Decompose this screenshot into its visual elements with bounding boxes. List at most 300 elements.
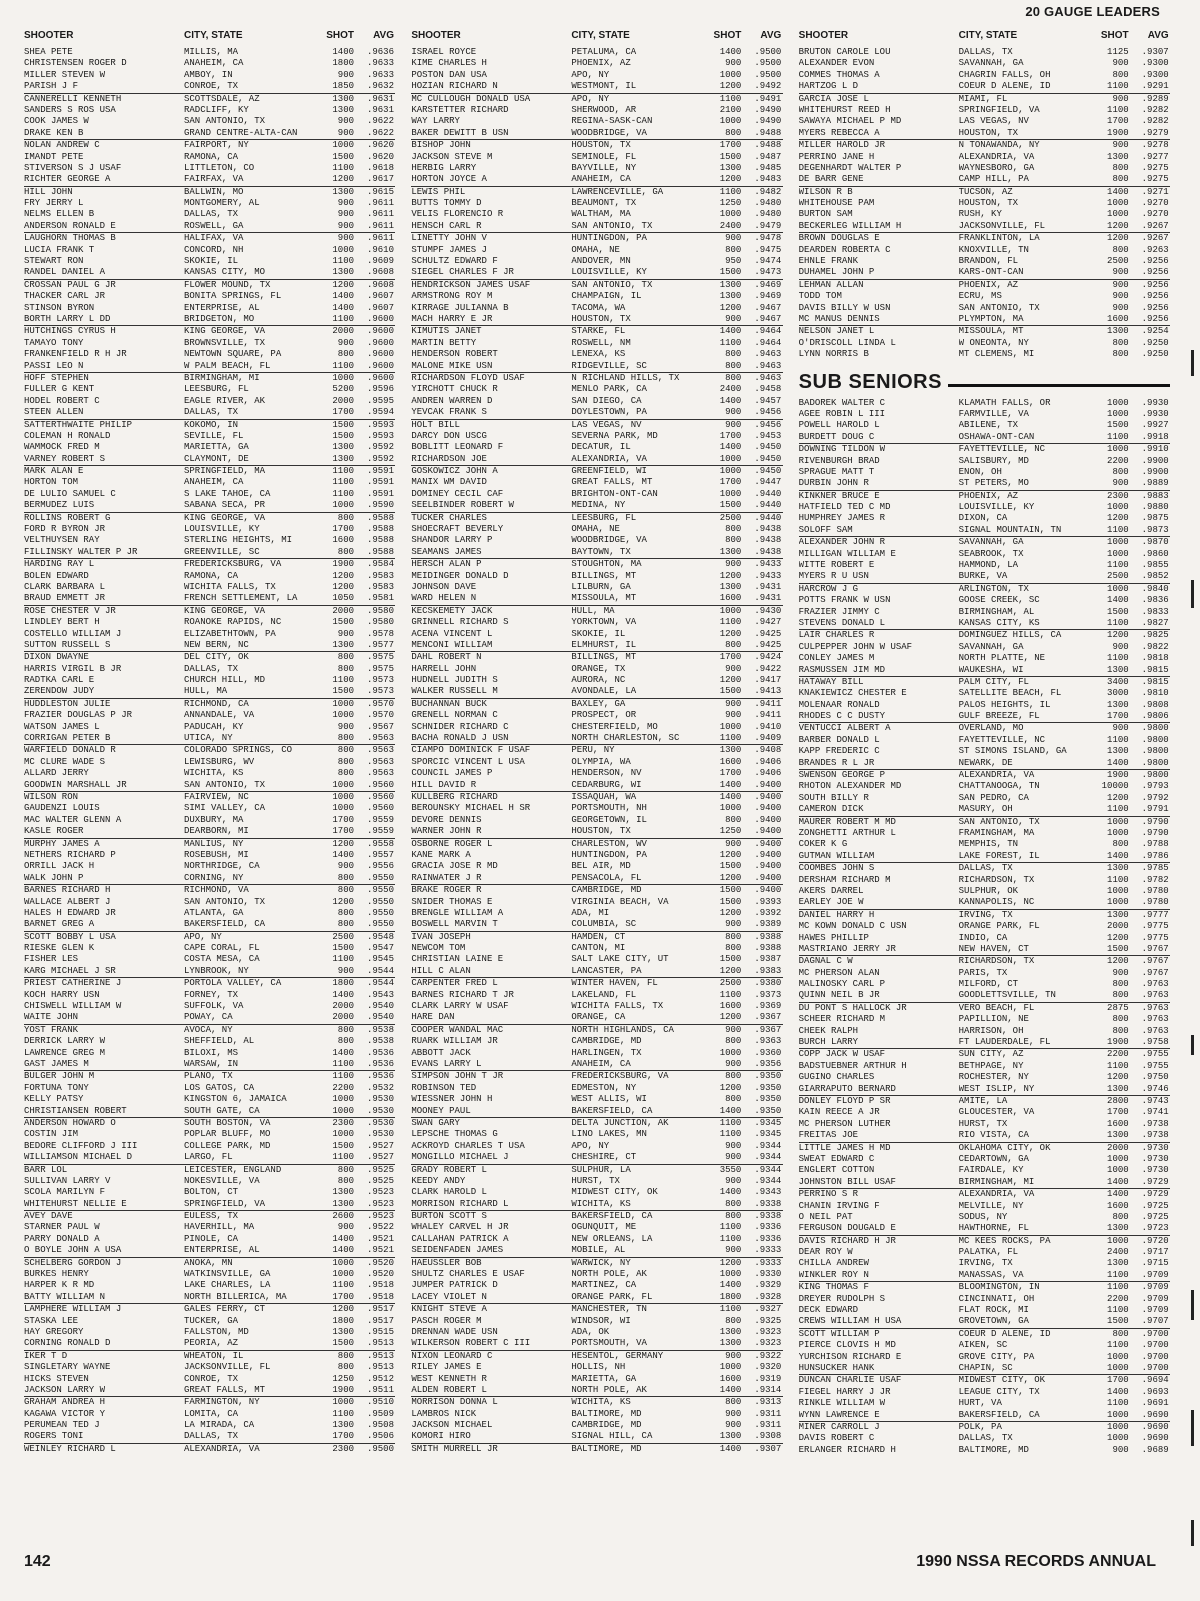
shooter-name: IMANDT PETE: [24, 151, 84, 162]
city-state: DUXBURY, MA: [184, 814, 244, 825]
table-row: [411, 1199, 782, 1210]
shot-count: 1000: [719, 605, 742, 616]
city-state: AURORA, NC: [571, 675, 626, 686]
city-state: ABILENE, TX: [958, 420, 1019, 431]
city-state: NORTH BILLERICA, MA: [184, 1291, 287, 1302]
shooter-name: RUARK WILLIAM JR: [411, 1036, 498, 1047]
shot-count: 1200: [719, 675, 742, 686]
city-state: NEWARK, DE: [958, 757, 1013, 768]
average: .9523: [366, 1211, 394, 1222]
table-row: [411, 535, 782, 546]
average: .9333: [754, 1257, 782, 1268]
average: .9563: [366, 733, 394, 744]
city-state: RICHMOND, VA: [184, 885, 249, 896]
shooter-name: MAURER ROBERT M MD: [798, 816, 896, 827]
table-row: [411, 1245, 782, 1256]
average: .9700: [1141, 1351, 1169, 1362]
table-row: [24, 70, 395, 81]
city-state: WEST ALLIS, WI: [571, 1094, 647, 1105]
shot-count: 1400: [719, 1105, 742, 1116]
average: .9513: [366, 1362, 394, 1373]
shooter-name: CHANIN IRVING F: [798, 1200, 880, 1211]
table-row: [411, 897, 782, 908]
city-state: KOKOMO, IN: [184, 419, 239, 430]
shooter-name: DAGNAL C W: [798, 956, 853, 967]
shot-count: 2500: [719, 512, 742, 523]
table-row: [24, 174, 395, 185]
table-row: [24, 873, 395, 884]
shooter-name: CHISWELL WILLIAM W: [24, 1001, 122, 1012]
table-row: [411, 232, 782, 244]
average: .9393: [754, 896, 782, 907]
table-row: [24, 1257, 395, 1269]
table-row: [411, 861, 782, 872]
page-number: 142: [24, 1553, 51, 1570]
table-row: [799, 1387, 1170, 1398]
shooter-name: MARK ALAN E: [24, 466, 84, 477]
average: .9900: [1141, 466, 1169, 477]
shooter-name: CONLEY JAMES M: [798, 653, 875, 664]
average: .9611: [366, 198, 394, 209]
shooter-name: CORRIGAN PETER B: [24, 733, 111, 744]
city-state: ROSWELL, NM: [571, 337, 631, 348]
average: .9323: [754, 1338, 782, 1349]
city-state: DELTA JUNCTION, AK: [571, 1117, 669, 1128]
table-row: [799, 781, 1170, 792]
table-row: [24, 1222, 395, 1233]
average: .9250: [1141, 349, 1169, 360]
shot-count: 1200: [332, 581, 354, 592]
shooter-name: O NEIL PAT: [798, 1211, 853, 1222]
table-row: [411, 815, 782, 826]
city-state: PADUCAH, KY: [184, 721, 244, 732]
table-row: [24, 990, 395, 1001]
average: .9506: [366, 1431, 394, 1442]
city-state: DEL CITY, OK: [184, 652, 249, 663]
average: .9815: [1141, 676, 1169, 687]
shot-count: 900: [337, 220, 354, 231]
shooter-name: DANIEL HARRY H: [798, 909, 875, 920]
city-state: ANOKA, MN: [184, 1257, 233, 1268]
table-row: [799, 549, 1170, 560]
table-row: [799, 58, 1170, 69]
average: .9433: [754, 559, 782, 570]
shooter-name: HORTON TOM: [24, 477, 79, 488]
average: .9488: [754, 140, 782, 151]
average: .9607: [366, 302, 394, 313]
shooter-name: KASLE ROGER: [24, 826, 84, 837]
average: .9277: [1141, 151, 1169, 162]
shot-count: 800: [725, 1397, 742, 1408]
average: .9356: [754, 1058, 782, 1069]
city-state: HARLINGEN, TX: [571, 1047, 642, 1058]
average: .9291: [1141, 81, 1169, 92]
shot-count: 2000: [332, 1012, 354, 1023]
table-row: [24, 582, 395, 593]
shot-count: 1100: [1107, 1269, 1129, 1280]
table-row: [24, 1152, 395, 1163]
city-state: IRVING, TX: [958, 909, 1013, 920]
average: .9780: [1141, 897, 1169, 908]
shooter-name: MILLIGAN WILLIAM E: [798, 548, 896, 559]
shot-count: 1200: [1107, 233, 1129, 244]
city-state: AVOCA, NY: [184, 1024, 233, 1035]
shooter-name: WATSON JAMES L: [24, 721, 100, 732]
city-state: OGUNQUIT, ME: [571, 1222, 637, 1233]
city-state: PORTSMOUTH, VA: [571, 1338, 647, 1349]
table-row: [411, 1141, 782, 1152]
shot-count: 1200: [1107, 792, 1129, 803]
table-row: [24, 489, 395, 500]
city-state: LAS VEGAS, NV: [958, 116, 1029, 127]
shot-count: 900: [337, 198, 354, 209]
table-row: [799, 1048, 1170, 1060]
average: .9730: [1141, 1142, 1169, 1153]
average: .9575: [366, 663, 394, 674]
shooter-name: RAINWATER J R: [411, 872, 482, 883]
shooter-name: SEELBINDER ROBERT W: [411, 500, 514, 511]
shooter-name: KEEDY ANDY: [411, 1175, 466, 1186]
table-row: [411, 908, 782, 919]
city-state: FAIRVIEW, NC: [184, 792, 249, 802]
shot-count: 1300: [1107, 1130, 1129, 1141]
shot-count: 1000: [332, 1257, 354, 1268]
average: .9271: [1141, 186, 1169, 197]
table-row: [24, 500, 395, 511]
city-state: CHESHIRE, CT: [571, 1152, 637, 1163]
city-state: HULL, MA: [571, 605, 615, 616]
city-state: NEWTOWN SQUARE, PA: [184, 349, 282, 360]
average: .9631: [366, 104, 394, 115]
shooter-name: MINER CARROLL J: [798, 1421, 880, 1432]
city-state: OVERLAND, MO: [958, 723, 1024, 734]
average: .9463: [754, 349, 782, 360]
shooter-name: COOMBES JOHN S: [798, 863, 875, 874]
city-state: NORTH PLATTE, NE: [958, 653, 1046, 664]
city-state: ATLANTA, GA: [184, 907, 244, 918]
shot-count: 1000: [1107, 537, 1129, 548]
shooter-name: SOUTH BILLY R: [798, 792, 869, 803]
shooter-name: HENDRICKSON JAMES USAF: [411, 279, 531, 290]
table-row: [411, 256, 782, 267]
table-row: [24, 245, 395, 256]
shot-count: 900: [725, 1152, 742, 1163]
shooter-name: DIXON DWAYNE: [24, 652, 89, 663]
table-row: [799, 398, 1170, 409]
table-row: [24, 617, 395, 628]
table-row: [411, 1059, 782, 1070]
table-row: [799, 1084, 1170, 1095]
shot-count: 1100: [1107, 81, 1129, 92]
table-row: [24, 1199, 395, 1210]
average: .9289: [1141, 93, 1169, 104]
average: .9430: [754, 605, 782, 616]
shot-count: 1200: [719, 849, 742, 860]
shooter-name: JACKSON LARRY W: [24, 1384, 106, 1395]
average: .9800: [1141, 770, 1169, 781]
city-state: LILBURN, GA: [571, 581, 631, 592]
table-row: [411, 47, 782, 58]
shooter-name: DECK EDWARD: [798, 1305, 859, 1316]
average: .9256: [1141, 279, 1169, 290]
table-row: [799, 571, 1170, 582]
average: .9788: [1141, 839, 1169, 850]
shot-count: 1000: [332, 140, 354, 151]
table-row: [24, 977, 395, 989]
table-row: [24, 465, 395, 477]
city-state: PHOENIX, AZ: [571, 58, 631, 69]
shooter-name: ALEXANDER JOHN R: [798, 537, 886, 548]
shot-count: 1200: [332, 570, 354, 581]
shot-count: 950: [725, 256, 742, 267]
average: .9763: [1141, 990, 1169, 1001]
shooter-name: LAWRENCE GREG M: [24, 1047, 106, 1058]
city-state: KING GEORGE, VA: [184, 605, 266, 616]
city-state: ADA, MI: [571, 907, 610, 918]
average: .9338: [754, 1198, 782, 1209]
average: .9523: [366, 1187, 394, 1198]
table-row: [799, 209, 1170, 220]
table-row: [24, 279, 395, 291]
average: .9500: [754, 58, 782, 69]
table-row: [24, 1292, 395, 1303]
city-state: FREDERICKSBURG, VA: [571, 1071, 669, 1082]
shot-count: 800: [1112, 337, 1129, 348]
average: .9596: [366, 384, 394, 395]
table-row: [411, 1327, 782, 1338]
table-row: [799, 467, 1170, 478]
shooter-name: BORTH LARRY L DD: [24, 313, 111, 324]
shot-count: 800: [337, 1175, 354, 1186]
city-state: SPRINGFIELD, MA: [184, 466, 266, 477]
city-state: SIMI VALLEY, CA: [184, 803, 266, 814]
shooter-name: SEAMANS JAMES: [411, 546, 482, 557]
table-row: [799, 221, 1170, 232]
shot-count: 1300: [332, 1326, 354, 1337]
average: .9600: [366, 326, 394, 337]
shot-count: 1000: [1107, 1351, 1129, 1362]
city-state: WICHITA, KS: [184, 768, 244, 779]
city-state: COLUMBIA, SC: [571, 919, 637, 930]
city-state: SEVILLE, FL: [184, 430, 244, 441]
average: .9469: [754, 279, 782, 290]
average: .9536: [366, 1071, 394, 1082]
shooter-name: FULLER G KENT: [24, 384, 95, 395]
average: .9512: [366, 1373, 394, 1384]
shooter-name: ACKROYD CHARLES T USA: [411, 1140, 525, 1151]
shot-count: 1500: [332, 1140, 354, 1151]
shooter-name: JACKSON MICHAEL: [411, 1420, 493, 1431]
table-row: [411, 105, 782, 116]
shot-count: 900: [725, 1245, 742, 1256]
table-row: [799, 676, 1170, 688]
shot-count: 800: [337, 768, 354, 779]
table-row: [411, 1338, 782, 1349]
shot-count: 900: [725, 407, 742, 418]
table-row: [24, 349, 395, 360]
column-2-rows: [411, 47, 782, 1455]
shooter-name: NOLAN ANDREW C: [24, 140, 100, 151]
city-state: BAYTOWN, TX: [571, 546, 631, 557]
city-state: WICHITA FALLS, TX: [184, 581, 276, 592]
table-row: [24, 221, 395, 232]
shot-count: 1400: [719, 442, 742, 453]
table-row: [24, 1443, 395, 1455]
average: .9577: [366, 639, 394, 650]
table-row: [24, 1280, 395, 1291]
city-state: RICHARDSON, TX: [958, 874, 1035, 885]
city-state: DALLAS, TX: [184, 663, 239, 674]
average: .9575: [366, 652, 394, 663]
page-header: 20 GAUGE LEADERS: [1025, 4, 1160, 19]
shot-count: 1700: [1107, 1107, 1129, 1118]
city-state: AIKEN, SC: [958, 1340, 1008, 1351]
shot-count: 900: [1112, 723, 1129, 734]
shot-count: 1300: [719, 1326, 742, 1337]
shot-count: 1200: [719, 965, 742, 976]
shot-count: 800: [725, 931, 742, 942]
shooter-name: FRAZIER JIMMY C: [798, 606, 880, 617]
average: .9563: [366, 768, 394, 779]
shooter-name: PASCH ROGER M: [411, 1315, 482, 1326]
shooter-name: WILSON R B: [798, 186, 853, 197]
shooter-name: DERRICK LARRY W: [24, 1036, 106, 1047]
table-row: [24, 1269, 395, 1280]
shot-count: 1000: [1107, 408, 1129, 419]
shooter-name: BULGER JOHN M: [24, 1071, 95, 1082]
average: .9620: [366, 151, 394, 162]
shooter-name: SWAN GARY: [411, 1117, 460, 1128]
table-row: [411, 291, 782, 302]
city-state: ELIZABETHTOWN, PA: [184, 628, 276, 639]
city-state: FAYETTEVILLE, NC: [958, 444, 1046, 455]
shot-count: 1200: [719, 1082, 742, 1093]
shooter-name: KOCH HARRY USN: [24, 989, 100, 1000]
table-row: [799, 921, 1170, 932]
city-state: FRAMINGHAM, MA: [958, 828, 1035, 838]
average: .9720: [1141, 1235, 1169, 1246]
average: .9478: [754, 233, 782, 244]
shooter-name: CHILLA ANDREW: [798, 1258, 869, 1269]
shot-count: 1600: [719, 593, 742, 604]
average: .9800: [1141, 746, 1169, 757]
shooter-name: BADOREK WALTER C: [798, 397, 886, 408]
table-row: [411, 1420, 782, 1431]
table-row: [799, 828, 1170, 839]
table-row: [24, 535, 395, 546]
table-row: [411, 454, 782, 465]
table-row: [799, 1014, 1170, 1025]
shot-count: 3400: [1107, 676, 1129, 687]
average: .9490: [754, 104, 782, 115]
shot-count: 1400: [719, 1384, 742, 1395]
shot-count: 800: [337, 512, 354, 523]
average: .9588: [366, 512, 394, 523]
table-row: [24, 919, 395, 930]
average: .9767: [1141, 956, 1169, 967]
shot-count: 1300: [1107, 699, 1129, 710]
column-3-rows: [799, 47, 1170, 361]
shot-count: 1400: [1107, 850, 1129, 861]
shot-count: 900: [337, 127, 354, 138]
city-state: RIO VISTA, CA: [958, 1130, 1029, 1141]
table-row: [24, 361, 395, 372]
shooter-name: KECSKEMETY JACK: [411, 605, 493, 616]
average: .9343: [754, 1187, 782, 1198]
table-row: [799, 769, 1170, 781]
average: .9406: [754, 756, 782, 767]
table-row: [24, 1164, 395, 1176]
table-row: [411, 396, 782, 407]
shot-count: 1500: [719, 151, 742, 162]
table-row: [411, 1176, 782, 1187]
city-state: OMAHA, NE: [571, 524, 620, 535]
city-state: ANAHEIM, CA: [571, 174, 631, 185]
city-state: GEORGETOWN, IL: [571, 814, 647, 825]
table-row: [799, 198, 1170, 209]
shot-count: 2200: [1107, 1293, 1129, 1304]
city-state: MISSOULA, MT: [958, 326, 1024, 337]
average: .9387: [754, 954, 782, 965]
table-row: [799, 456, 1170, 467]
shot-count: 800: [337, 349, 354, 360]
table-row: [411, 1316, 782, 1327]
average: .9560: [366, 803, 394, 814]
average: .9400: [754, 872, 782, 883]
average: .9793: [1141, 781, 1169, 792]
shot-count: 2800: [1107, 1095, 1129, 1106]
shot-count: 900: [725, 663, 742, 674]
city-state: HOUSTON, TX: [958, 198, 1019, 209]
city-state: COEUR D ALENE, ID: [958, 81, 1051, 92]
shot-count: 1800: [332, 58, 354, 69]
average: .9631: [366, 93, 394, 104]
average: .9580: [366, 605, 394, 616]
city-state: LAS VEGAS, NV: [571, 419, 642, 430]
shot-count: 1000: [332, 1269, 354, 1280]
shot-count: 1300: [332, 93, 354, 104]
table-row: [24, 558, 395, 570]
shot-count: 1100: [1107, 1060, 1129, 1071]
shot-count: 5200: [332, 384, 354, 395]
average: .9600: [366, 372, 394, 383]
shooter-name: SHEA PETE: [24, 47, 73, 57]
shooter-name: MILLER HAROLD JR: [798, 140, 886, 151]
table-row: [411, 152, 782, 163]
average: .9532: [366, 1082, 394, 1093]
average: .9767: [1141, 967, 1169, 978]
table-row: [24, 58, 395, 69]
shooter-name: O'DRISCOLL LINDA L: [798, 337, 896, 348]
shooter-name: LAMPHERE WILLIAM J: [24, 1304, 122, 1315]
table-row: [799, 70, 1170, 81]
shot-count: 1000: [1107, 397, 1129, 408]
shot-count: 1700: [1107, 116, 1129, 127]
shot-count: 900: [725, 1420, 742, 1431]
shooter-name: HERSCH ALAN P: [411, 559, 482, 570]
average: .9308: [754, 1431, 782, 1442]
shooter-name: BISHOP JOHN: [411, 140, 471, 151]
city-state: SOUTH BOSTON, VA: [184, 1117, 271, 1128]
shot-count: 1700: [332, 524, 354, 535]
table-row: [799, 1374, 1170, 1386]
city-state: CINCINNATI, OH: [958, 1293, 1035, 1304]
table-row: [24, 1187, 395, 1198]
shooter-name: RICHTER GEORGE A: [24, 174, 111, 185]
city-state: OSHAWA-ONT-CAN: [958, 431, 1035, 442]
table-row: [411, 757, 782, 768]
table-row: [799, 1165, 1170, 1176]
